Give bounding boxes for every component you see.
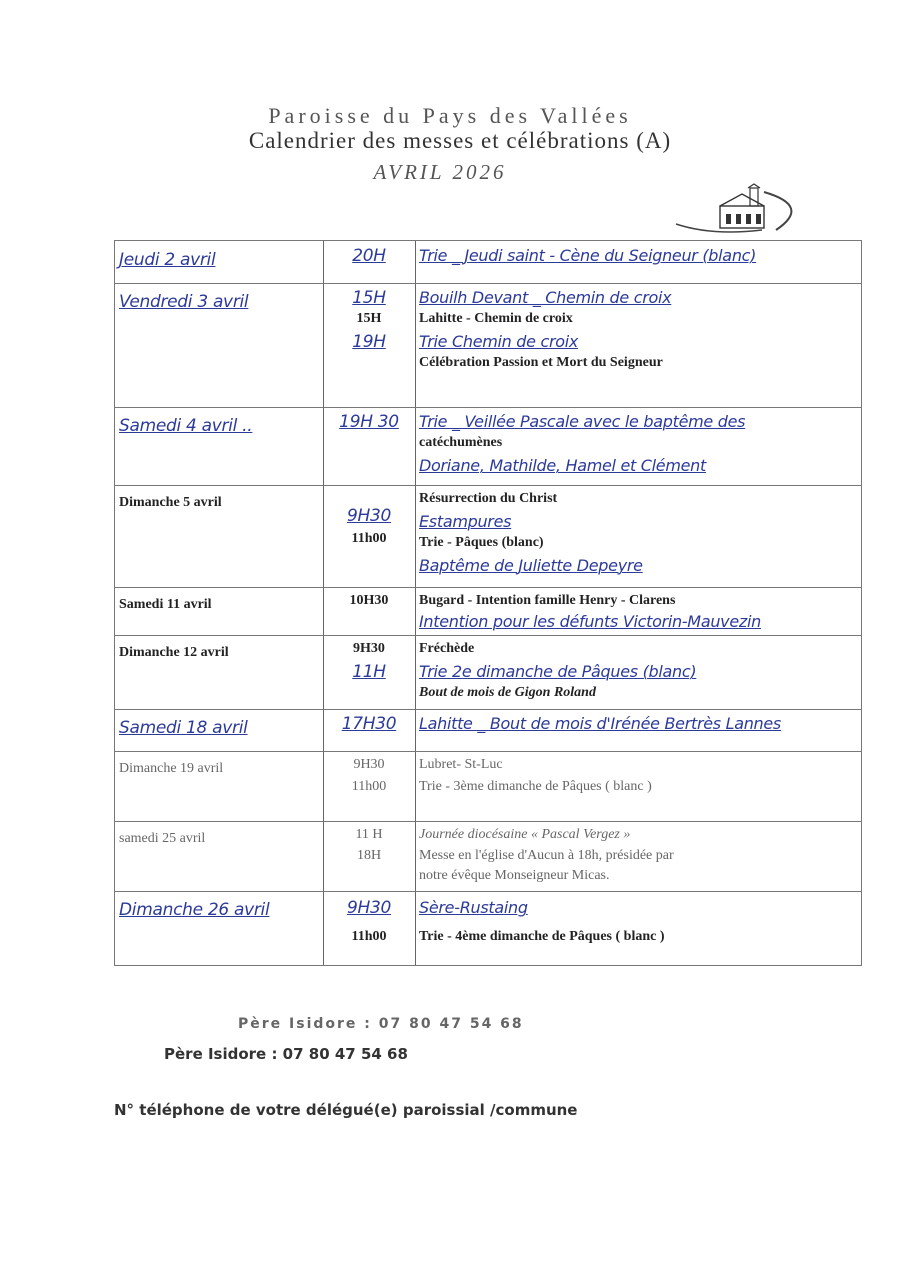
row-date: Samedi 11 avril [119, 597, 212, 612]
row-event-line: Intention pour les défunts Victorin-Mauvezin [419, 612, 761, 631]
row-event-line: Trie _ Veillée Pascale avec le baptême des [419, 412, 746, 431]
row-event-line: Trie Chemin de croix [419, 332, 579, 351]
month-title: AVRIL 2026 [373, 160, 507, 184]
row-event-line: Journée diocésaine « Pascal Vergez » [419, 827, 631, 842]
row-time: 11H [352, 662, 386, 682]
row-event-line: Bout de mois de Gigon Roland [419, 685, 596, 700]
row-time: 11h00 [351, 779, 387, 794]
row-event-line: Trie 2e dimanche de Pâques (blanc) [419, 662, 697, 681]
row-event-line: Célébration Passion et Mort du Seigneur [419, 355, 663, 370]
table-row-divider [115, 485, 861, 486]
row-time: 15H [356, 311, 382, 326]
row-time: 18H [356, 847, 382, 863]
row-time: 9H30 [353, 641, 385, 656]
row-date: Dimanche 26 avril [119, 900, 270, 920]
row-event-line: Baptême de Juliette Depeyre [419, 556, 643, 575]
page-title: Calendrier des messes et célébrations (A) [248, 128, 672, 153]
row-event-line: Sère-Rustaing [419, 898, 528, 917]
table-row-divider [115, 891, 861, 892]
row-event-line: Lahitte _ Bout de mois d'Irénée Bertrès Lannes [419, 714, 781, 733]
row-time: 9H30 [353, 757, 385, 772]
cut-off-phone-line: Père Isidore : 07 80 47 54 68 [238, 1016, 524, 1032]
row-event-line: Fréchède [419, 641, 475, 656]
row-date: Jeudi 2 avril [119, 250, 216, 270]
row-date: Dimanche 12 avril [119, 645, 229, 660]
row-time: 11h00 [351, 929, 387, 944]
table-row-divider [115, 283, 861, 284]
delegate-phone-label: N° téléphone de votre délégué(e) paroissial /commune [114, 1101, 578, 1119]
row-event-line: Bouilh Devant _ Chemin de croix [419, 288, 672, 307]
row-date: Samedi 4 avril .. [119, 416, 253, 436]
row-event-line: Doriane, Mathilde, Hamel et Clément [419, 456, 706, 475]
row-event-line: Bugard - Intention famille Henry - Clarens [419, 593, 676, 608]
row-event-line: Trie _ Jeudi saint - Cène du Seigneur (blanc) [419, 246, 757, 265]
table-row-divider [115, 709, 861, 710]
table-row-divider [115, 587, 861, 588]
row-date: Vendredi 3 avril [119, 292, 249, 312]
row-time: 19H [352, 332, 386, 352]
table-column-divider [323, 241, 324, 965]
row-time: 20H [352, 246, 386, 266]
cut-off-header-title: Paroisse du Pays des Vallées [268, 103, 632, 128]
row-time: 15H [352, 288, 386, 308]
row-event-line: catéchumènes [419, 435, 503, 450]
row-event-line: notre évêque Monseigneur Micas. [419, 868, 610, 884]
row-time: 17H30 [341, 714, 397, 734]
row-event-line: Trie - 4ème dimanche de Pâques ( blanc ) [419, 929, 665, 944]
table-column-divider [415, 241, 416, 965]
row-date: Dimanche 5 avril [119, 495, 222, 510]
row-event-line: Estampures [419, 512, 512, 531]
table-row-divider [115, 635, 861, 636]
row-time: 9H30 [346, 506, 392, 526]
row-time: 11h00 [351, 531, 387, 546]
row-event-line: Trie - Pâques (blanc) [419, 535, 544, 550]
row-time: 19H 30 [339, 412, 399, 432]
row-time: 9H30 [346, 898, 392, 918]
row-event-line: Lubret- St-Luc [419, 757, 503, 772]
table-row-divider [115, 821, 861, 822]
priest-phone: Père Isidore : 07 80 47 54 68 [164, 1045, 408, 1063]
row-date: samedi 25 avril [119, 831, 206, 846]
schedule-table [114, 240, 862, 966]
table-row-divider [115, 751, 861, 752]
row-event-line: Lahitte - Chemin de croix [419, 311, 573, 326]
row-event-line: Messe en l'église d'Aucun à 18h, présidée par [419, 847, 674, 863]
church-logo-icon [672, 184, 802, 234]
row-event-line: Trie - 3ème dimanche de Pâques ( blanc ) [419, 779, 652, 794]
row-time: 11 H [355, 827, 383, 842]
row-date: Dimanche 19 avril [119, 761, 224, 776]
row-event-line: Résurrection du Christ [419, 491, 558, 506]
row-date: Samedi 18 avril [119, 718, 248, 738]
row-time: 10H30 [349, 593, 389, 608]
table-row-divider [115, 407, 861, 408]
